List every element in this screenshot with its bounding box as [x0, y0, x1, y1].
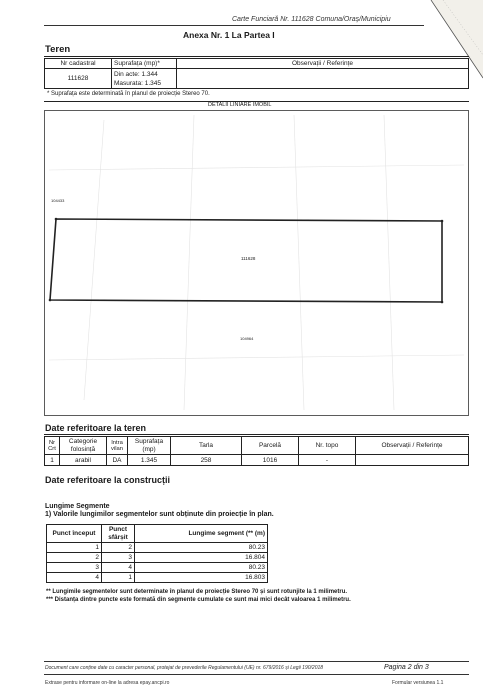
- cell-suprafata: [112, 69, 177, 89]
- seg-row-3-start: 3: [47, 563, 102, 573]
- neighbor-bottom-label: 104964: [240, 336, 254, 341]
- footer-extract-link[interactable]: Extrase pentru informare on-line la adresa epay.ancpi.ro: [45, 680, 170, 686]
- seg-row-4-start: 4: [47, 573, 102, 583]
- neighbor-left-label: 104433: [51, 198, 65, 203]
- page-number: Pagina 2 din 3: [384, 664, 429, 671]
- col-parcela: Parcelă: [242, 437, 299, 455]
- seg-row-2-start: 2: [47, 553, 102, 563]
- seg-row-1-end: 2: [102, 543, 135, 553]
- col-nr-cadastral: Nr cadastral: [45, 59, 112, 69]
- cell-suprafata-mp: 1.345: [128, 455, 171, 466]
- col-suprafata: Suprafața (mp)*: [112, 59, 177, 69]
- col-lungime-segment: Lungime segment (** (m): [135, 525, 268, 543]
- cell-din-acte: Din acte: 1.344: [114, 70, 158, 78]
- cell-nr-crt: 1: [45, 455, 60, 466]
- cell-intravilan: DA: [107, 455, 128, 466]
- segments-title: Lungime Segmente: [45, 503, 110, 510]
- col-nr-crt: Nr Crt: [45, 437, 60, 455]
- parcel-label: 111628: [241, 256, 256, 261]
- col-nr-topo: Nr. topo: [299, 437, 356, 455]
- col-observatii: Observații / Referințe: [177, 59, 469, 69]
- col-obs-referinte: Observații / Referințe: [356, 437, 469, 455]
- seg-row-1-len: 80.23: [135, 543, 268, 553]
- seg-row-3-len: 80.23: [135, 563, 268, 573]
- cell-obs-referinte: [356, 455, 469, 466]
- segments-note-2: *** Distanța dintre puncte este formată din segmente cumulate ce sunt mai mici decât valoarea 1 milimetru.: [46, 597, 351, 603]
- header-rule: [44, 25, 424, 26]
- cell-parcela: 1016: [242, 455, 299, 466]
- registry-reference: Carte Funciară Nr. 111628 Comuna/Oraș/Municipiu: [232, 16, 391, 23]
- seg-row-1-start: 1: [47, 543, 102, 553]
- ref-teren-rule: [44, 434, 469, 435]
- teren-footnote: * Suprafața este determinată în planul de proiecție Stereo 70.: [47, 91, 210, 97]
- teren-rule: [44, 56, 469, 57]
- col-punct-inceput: Punct început: [47, 525, 102, 543]
- cell-observatii: [177, 69, 469, 89]
- teren-table: [44, 58, 469, 89]
- section-ref-teren-title: Date referitoare la teren: [45, 423, 147, 433]
- seg-row-4-len: 16.803: [135, 573, 268, 583]
- cell-masurata: Masurata: 1.345: [114, 79, 161, 87]
- footer-disclaimer: Document care conține date cu caracter personal, protejat de prevederile Regulamentului (UE) nr. 679/2016 și Legii 190/2018: [45, 665, 324, 671]
- col-tarla: Tarla: [171, 437, 242, 455]
- seg-row-3-end: 4: [102, 563, 135, 573]
- cell-tarla: 258: [171, 455, 242, 466]
- seg-row-2-len: 16.804: [135, 553, 268, 563]
- footer-rule-2: [44, 674, 469, 675]
- seg-row-4-end: 1: [102, 573, 135, 583]
- section-constructii-title: Date referitoare la construcții: [45, 475, 171, 485]
- cell-categorie: arabil: [60, 455, 107, 466]
- col-intravilan: Intra vilan: [107, 437, 128, 455]
- segments-subtitle: 1) Valorile lungimilor segmentelor sunt obținute din proiecție în plan.: [45, 511, 274, 518]
- ref-teren-table: [44, 436, 469, 466]
- col-suprafata-mp: Suprafața (mp): [128, 437, 171, 455]
- sketch-title: DETALII LINIARE IMOBIL: [208, 102, 272, 108]
- col-categorie: Categorie folosință: [60, 437, 107, 455]
- segments-note-1: ** Lungimile segmentelor sunt determinate în planul de proiecție Stereo 70 și sunt rotunjite la 1 milimetru.: [46, 589, 348, 595]
- col-punct-sfarsit: Punct sfârșit: [102, 525, 135, 543]
- annex-title: Anexa Nr. 1 La Partea I: [183, 30, 275, 40]
- cell-nr-cadastral: 111628: [45, 69, 112, 89]
- segments-table: [46, 524, 268, 583]
- footer-rule: [44, 661, 469, 662]
- cell-nr-topo: -: [299, 455, 356, 466]
- section-teren-title: Teren: [45, 44, 71, 55]
- footer-form-version: Formular versiunea 1.1: [392, 680, 444, 686]
- parcel-sketch: [44, 110, 469, 416]
- seg-row-2-end: 3: [102, 553, 135, 563]
